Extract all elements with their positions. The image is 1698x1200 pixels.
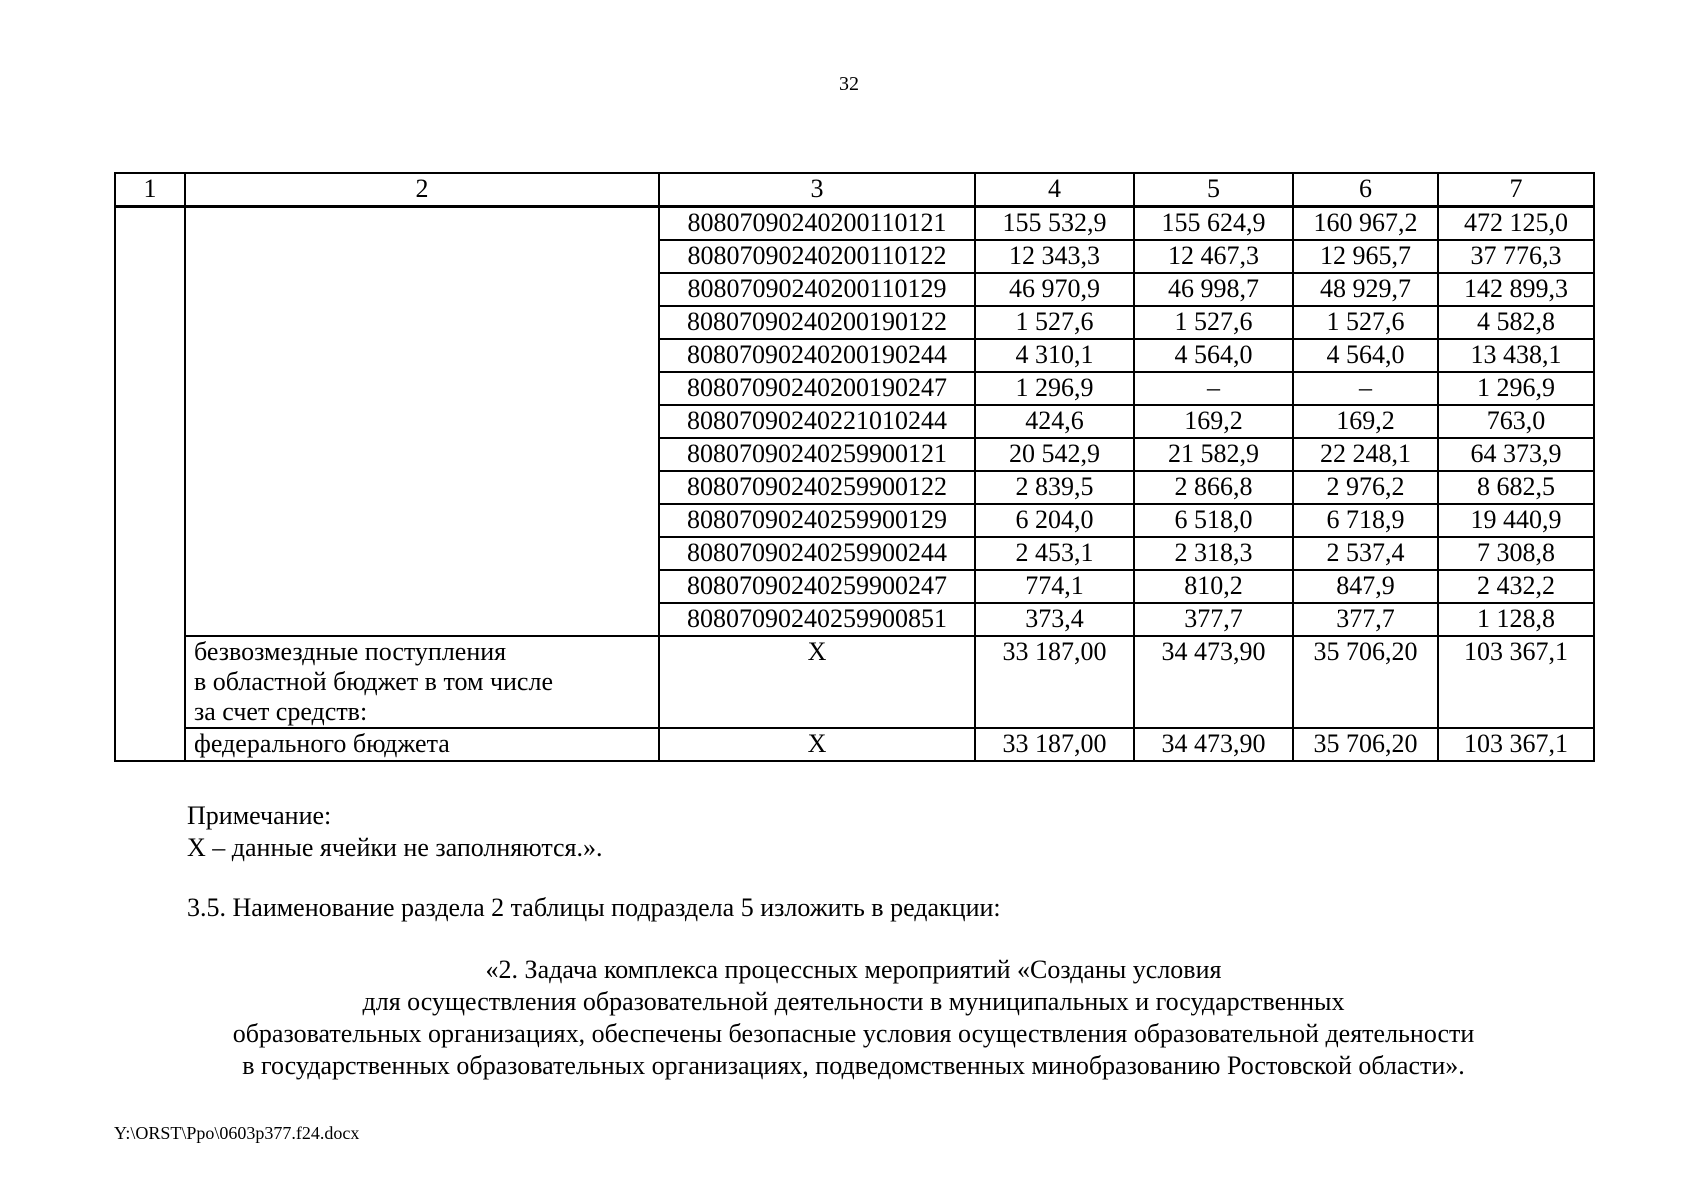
summary-label-cell: [185, 728, 659, 761]
value-cell-6: 2 976,2: [1293, 471, 1438, 504]
value-cell-5: 2 866,8: [1134, 471, 1293, 504]
value-cell-7: 8 682,5: [1438, 471, 1594, 504]
value-cell-4: 1 527,6: [975, 306, 1134, 339]
value-cell-7: 1 128,8: [1438, 603, 1594, 636]
value-cell-5: 377,7: [1134, 603, 1293, 636]
value-cell-5: 4 564,0: [1134, 339, 1293, 372]
value-cell-7: 2 432,2: [1438, 570, 1594, 603]
value-cell-4: 12 343,3: [975, 240, 1134, 273]
summary-value-cell-7: 103 367,1: [1438, 728, 1594, 761]
header-cell-4: 4: [975, 173, 1134, 207]
value-cell-5: 46 998,7: [1134, 273, 1293, 306]
summary-value-cell-7: 103 367,1: [1438, 636, 1594, 728]
page-number: 32: [839, 73, 859, 95]
row-number-cell: [115, 207, 185, 762]
budget-code-cell: 80807090240259900122: [659, 471, 975, 504]
value-cell-7: 1 296,9: [1438, 372, 1594, 405]
table-row: [115, 207, 1594, 241]
summary-value-cell-5: 34 473,90: [1134, 728, 1293, 761]
budget-code-cell: 80807090240259900247: [659, 570, 975, 603]
value-cell-4: 155 532,9: [975, 207, 1134, 241]
summary-row: [115, 636, 1594, 728]
summary-label-line: в областной бюджет в том числе: [194, 667, 553, 696]
value-cell-7: 472 125,0: [1438, 207, 1594, 241]
summary-code-cell: X: [659, 728, 975, 761]
section-heading-line: в государственных образовательных организациях, подведомственных минобразованию Ростовской области».: [242, 1051, 1465, 1080]
summary-value-cell-6: 35 706,20: [1293, 728, 1438, 761]
budget-code-cell: 80807090240200190247: [659, 372, 975, 405]
value-cell-7: 4 582,8: [1438, 306, 1594, 339]
value-cell-7: 37 776,3: [1438, 240, 1594, 273]
summary-value-cell-4: 33 187,00: [975, 636, 1134, 728]
note-title: Примечание:: [187, 801, 332, 830]
value-cell-5: 2 318,3: [1134, 537, 1293, 570]
value-cell-6: 4 564,0: [1293, 339, 1438, 372]
value-cell-7: 142 899,3: [1438, 273, 1594, 306]
value-cell-6: 12 965,7: [1293, 240, 1438, 273]
value-cell-4: 424,6: [975, 405, 1134, 438]
table-header-row: [115, 173, 1594, 207]
value-cell-7: 763,0: [1438, 405, 1594, 438]
summary-label-line: безвозмездные поступления: [194, 637, 507, 666]
value-cell-4: 20 542,9: [975, 438, 1134, 471]
budget-code-cell: 80807090240200190122: [659, 306, 975, 339]
footer-file-path: Y:\ORST\Ppo\0603p377.f24.docx: [114, 1123, 360, 1143]
header-cell-3: 3: [659, 173, 975, 207]
section-paragraph: 3.5. Наименование раздела 2 таблицы подраздела 5 изложить в редакции:: [187, 893, 1001, 922]
value-cell-4: 2 839,5: [975, 471, 1134, 504]
summary-code-cell: X: [659, 636, 975, 728]
value-cell-6: 6 718,9: [1293, 504, 1438, 537]
table-body: [115, 173, 1594, 761]
value-cell-5: 1 527,6: [1134, 306, 1293, 339]
budget-code-cell: 80807090240221010244: [659, 405, 975, 438]
value-cell-4: 46 970,9: [975, 273, 1134, 306]
value-cell-5: 155 624,9: [1134, 207, 1293, 241]
header-cell-7: 7: [1438, 173, 1594, 207]
value-cell-6: 160 967,2: [1293, 207, 1438, 241]
value-cell-7: 13 438,1: [1438, 339, 1594, 372]
value-cell-4: 1 296,9: [975, 372, 1134, 405]
section-heading-line: образовательных организациях, обеспечены безопасные условия осуществления образовательной деятельности: [232, 1019, 1475, 1048]
header-cell-2: 2: [185, 173, 659, 207]
section-heading: [114, 954, 1593, 1082]
value-cell-7: 7 308,8: [1438, 537, 1594, 570]
budget-code-cell: 80807090240200110129: [659, 273, 975, 306]
header-cell-6: 6: [1293, 173, 1438, 207]
value-cell-4: 774,1: [975, 570, 1134, 603]
value-cell-6: 847,9: [1293, 570, 1438, 603]
note-text: X – данные ячейки не заполняются.».: [187, 833, 603, 862]
value-cell-6: –: [1293, 372, 1438, 405]
value-cell-4: 373,4: [975, 603, 1134, 636]
summary-row: [115, 728, 1594, 761]
budget-code-cell: 80807090240259900244: [659, 537, 975, 570]
value-cell-5: 810,2: [1134, 570, 1293, 603]
value-cell-7: 19 440,9: [1438, 504, 1594, 537]
budget-code-cell: 80807090240259900851: [659, 603, 975, 636]
note-block: [187, 800, 603, 864]
summary-label-line: федерального бюджета: [194, 729, 450, 758]
budget-table: [114, 172, 1595, 762]
value-cell-6: 48 929,7: [1293, 273, 1438, 306]
summary-label-cell: [185, 636, 659, 728]
value-cell-4: 2 453,1: [975, 537, 1134, 570]
value-cell-7: 64 373,9: [1438, 438, 1594, 471]
value-cell-5: 12 467,3: [1134, 240, 1293, 273]
budget-code-cell: 80807090240200190244: [659, 339, 975, 372]
value-cell-4: 6 204,0: [975, 504, 1134, 537]
section-heading-line: для осуществления образовательной деятельности в муниципальных и государственных: [362, 987, 1345, 1016]
budget-code-cell: 80807090240259900121: [659, 438, 975, 471]
value-cell-5: 21 582,9: [1134, 438, 1293, 471]
summary-value-cell-6: 35 706,20: [1293, 636, 1438, 728]
row-label-cell: [185, 207, 659, 637]
value-cell-6: 1 527,6: [1293, 306, 1438, 339]
summary-label-line: за счет средств:: [194, 697, 368, 726]
budget-code-cell: 80807090240259900129: [659, 504, 975, 537]
value-cell-5: 169,2: [1134, 405, 1293, 438]
value-cell-6: 22 248,1: [1293, 438, 1438, 471]
value-cell-6: 377,7: [1293, 603, 1438, 636]
summary-value-cell-4: 33 187,00: [975, 728, 1134, 761]
budget-code-cell: 80807090240200110122: [659, 240, 975, 273]
value-cell-4: 4 310,1: [975, 339, 1134, 372]
value-cell-6: 169,2: [1293, 405, 1438, 438]
header-cell-1: 1: [115, 173, 185, 207]
budget-code-cell: 80807090240200110121: [659, 207, 975, 241]
value-cell-5: 6 518,0: [1134, 504, 1293, 537]
summary-value-cell-5: 34 473,90: [1134, 636, 1293, 728]
value-cell-5: –: [1134, 372, 1293, 405]
value-cell-6: 2 537,4: [1293, 537, 1438, 570]
section-heading-line: «2. Задача комплекса процессных мероприятий «Созданы условия: [485, 955, 1222, 984]
header-cell-5: 5: [1134, 173, 1293, 207]
